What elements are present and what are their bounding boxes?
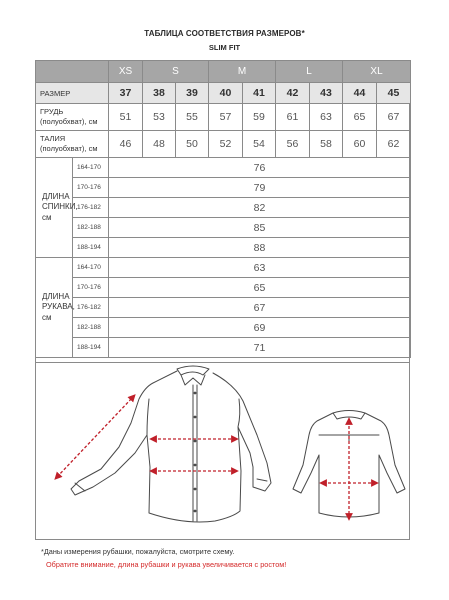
sleeve-length-value: 69 [109, 318, 411, 338]
height-range: 182-188 [73, 318, 109, 338]
chest-cell: 63 [310, 104, 343, 131]
waist-label [36, 131, 109, 158]
sleeve-length-row [36, 318, 411, 338]
size-group-row [36, 61, 411, 83]
measurement-diagram-svg [35, 363, 410, 541]
waist-label-line2: (полуобхват), см [40, 144, 98, 153]
size-table [35, 60, 411, 358]
chest-cell: 57 [209, 104, 243, 131]
size-group-m: M [209, 61, 276, 83]
height-range: 188-194 [73, 338, 109, 358]
back-label-line3: см [42, 212, 52, 222]
waist-cell: 56 [276, 131, 310, 158]
page-title: ТАБЛИЦА СООТВЕТСТВИЯ РАЗМЕРОВ* [144, 29, 305, 38]
sleeve-length-value: 67 [109, 298, 411, 318]
chest-row [36, 104, 411, 131]
chest-cell: 67 [377, 104, 411, 131]
back-length-label [36, 158, 78, 258]
sleeve-length-row [36, 338, 411, 358]
waist-label-line1: ТАЛИЯ [40, 134, 66, 143]
measurement-diagram [35, 362, 410, 541]
shirt-front-icon [71, 366, 271, 522]
size-group-xl: XL [343, 61, 411, 83]
group-row-blank [36, 61, 109, 83]
sleeve-label-line3: см [42, 312, 52, 322]
sleeve-length-value: 71 [109, 338, 411, 358]
size-group-xs: XS [109, 61, 143, 83]
sleeve-label-line1: ДЛИНА [42, 291, 70, 301]
sleeve-length-value: 63 [109, 258, 411, 278]
chest-cell: 61 [276, 104, 310, 131]
footnote: *Даны измерения рубашки, пожалуйста, смотрите схему. [41, 547, 235, 556]
height-range: 164-170 [73, 258, 109, 278]
waist-cell: 62 [377, 131, 411, 158]
size-cell: 38 [143, 83, 176, 104]
size-cell: 40 [209, 83, 243, 104]
height-range: 170-176 [73, 178, 109, 198]
waist-cell: 50 [176, 131, 209, 158]
height-range: 170-176 [73, 278, 109, 298]
size-cell: 43 [310, 83, 343, 104]
waist-cell: 52 [209, 131, 243, 158]
sleeve-length-label [36, 258, 73, 358]
size-group-s: S [143, 61, 209, 83]
size-cell: 39 [176, 83, 209, 104]
waist-cell: 60 [343, 131, 377, 158]
sleeve-length-row [36, 258, 411, 278]
height-range: 164-170 [73, 158, 109, 178]
back-length-value: 76 [109, 158, 411, 178]
sleeve-length-row [36, 278, 411, 298]
back-length-row [36, 158, 411, 178]
size-cell: 45 [377, 83, 411, 104]
size-cell: 42 [276, 83, 310, 104]
chest-label [36, 104, 109, 131]
page-subtitle: SLIM FIT [208, 43, 241, 52]
height-range: 182-188 [73, 218, 109, 238]
back-length-value: 82 [109, 198, 411, 218]
waist-cell: 58 [310, 131, 343, 158]
size-group-l: L [276, 61, 343, 83]
chest-label-line1: ГРУДЬ [40, 107, 64, 116]
size-cell: 41 [243, 83, 276, 104]
back-length-row [36, 198, 411, 218]
back-length-row [36, 178, 411, 198]
back-length-value: 85 [109, 218, 411, 238]
chest-cell: 55 [176, 104, 209, 131]
height-range: 176-182 [73, 298, 109, 318]
height-range: 176-182 [73, 198, 109, 218]
back-length-row [36, 218, 411, 238]
back-label-line2: СПИНКИ, [42, 202, 78, 212]
back-label-line1: ДЛИНА [42, 191, 70, 201]
size-cell: 44 [343, 83, 377, 104]
sleeve-length-value: 65 [109, 278, 411, 298]
height-range: 188-194 [73, 238, 109, 258]
warning-note: Обратите внимание, длина рубашки и рукава увеличивается с ростом! [46, 560, 287, 569]
sleeve-length-row [36, 298, 411, 318]
sleeve-label-line2: РУКАВА, [42, 302, 75, 312]
back-length-row [36, 238, 411, 258]
size-row [36, 83, 411, 104]
chest-cell: 59 [243, 104, 276, 131]
chest-cell: 53 [143, 104, 176, 131]
chest-cell: 65 [343, 104, 377, 131]
back-length-value: 79 [109, 178, 411, 198]
size-cell: 37 [109, 83, 143, 104]
waist-cell: 48 [143, 131, 176, 158]
chest-cell: 51 [109, 104, 143, 131]
size-row-label: РАЗМЕР [36, 83, 109, 104]
front-buttons [194, 392, 197, 513]
chest-label-line2: (полуобхват), см [40, 117, 98, 126]
waist-row [36, 131, 411, 158]
back-length-value: 88 [109, 238, 411, 258]
waist-cell: 46 [109, 131, 143, 158]
waist-cell: 54 [243, 131, 276, 158]
